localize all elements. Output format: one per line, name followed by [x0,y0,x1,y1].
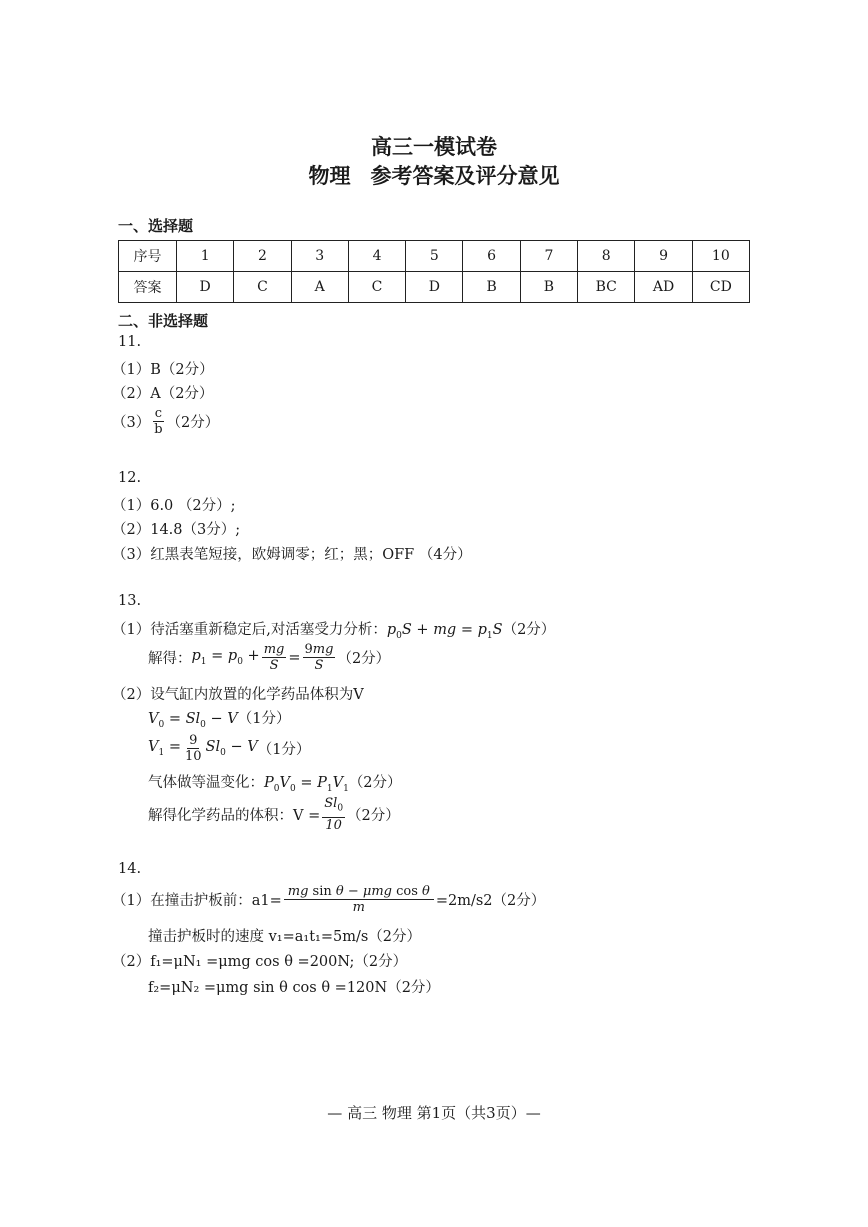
answer-line [148,771,402,794]
table-cell: 7 [520,241,577,272]
answer-line: （2）设气缸内放置的化学药品体积为V [112,687,364,703]
question-number: 14. [118,861,142,877]
solve-label: 解得： [148,651,192,667]
answer-line: （2）14.8（3分）; [112,522,241,538]
page-footer: — 高三 物理 第1页（共3页）— [327,1104,541,1122]
table-cell: CD [692,272,749,303]
table-cell: 2 [234,241,291,272]
fraction: $\frac{mg}{S}$ [263,642,285,673]
table-cell: 4 [348,241,405,272]
result-label: 解得化学药品的体积：V = [148,807,321,824]
table-cell: D [406,272,463,303]
table-cell: C [348,272,405,303]
section2-heading: 二、非选择题 [118,312,209,330]
score: （2分） [347,807,400,824]
answer-line: （1）B（2分） [112,362,214,378]
table-cell: 10 [692,241,749,272]
answer-line: $V_1$ = $\frac{9}{10}$ $Sl_0 - V$ （1分） [148,733,311,764]
table-cell: B [463,272,520,303]
table-cell: BC [578,272,635,303]
fraction: $\frac{9mg}{S}$ [304,642,334,673]
answer-line: （2）f₁=μN₁ =μmg cos θ =200N;（2分） [112,954,408,970]
table-cell: 9 [635,241,692,272]
table-cell: AD [635,272,692,303]
answer-line [112,618,555,641]
table-cell: A [291,272,348,303]
score: （2分） [166,415,220,431]
question-number: 12. [118,470,142,486]
equation: $V_0 = Sl_0 - V$ [148,711,238,730]
equation: $P_0V_0 = P_1V_1$ [264,775,349,794]
part-label: （1）在撞击护板前：a1= [112,893,282,909]
score: （1分） [257,742,311,758]
answer-line [148,796,400,833]
answer-line [112,406,219,437]
table-row-header: 答案 [119,272,177,303]
answer-line: （1）6.0 （2分）; [112,498,236,514]
table-row-answers [119,272,750,303]
equation: $V_1$ = [148,739,181,758]
fraction: $\frac{\text{mg sin θ − μmg cos θ}}{m}$ [284,884,434,915]
part-label: （3） [112,415,151,431]
denominator: b [154,422,163,437]
answer-line: f₂=μN₂ =μmg sin θ cos θ =120N（2分） [148,980,440,996]
subject-label: 物理 [308,164,351,188]
table-cell: B [520,272,577,303]
result: =2m/s2（2分） [435,893,546,909]
score: （2分） [337,651,391,667]
numerator: c [154,406,163,421]
fraction: $\frac{9}{10}$ [184,733,202,764]
table-cell: D [177,272,234,303]
table-row-header: 序号 [119,241,177,272]
question-number: 13. [118,593,142,609]
equation: $p_0S$ + mg = $p_1S$ [386,622,503,641]
table-cell: 1 [177,241,234,272]
equation: $p_1 = p_0$ + [191,648,260,667]
answer-line: （2）A（2分） [112,386,214,402]
part-text: （1）待活塞重新稳定后,对活塞受力分析： [112,622,387,638]
answer-line [148,707,291,730]
answer-line: 撞击护板时的速度 v₁=a₁t₁=5m/s（2分） [148,929,422,945]
table-row-numbers [119,241,750,272]
answer-line [112,884,545,915]
table-cell: 3 [291,241,348,272]
section1-heading: 一、选择题 [118,217,194,235]
score: （1分） [237,711,291,727]
iso-label: 气体做等温变化： [148,775,264,791]
subtitle-rest: 参考答案及评分意见 [370,164,560,188]
score: （2分） [502,622,556,638]
page-subtitle [0,160,868,190]
fraction [152,406,164,437]
answer-line: 解得： $p_1 = p_0$ + $\frac{mg}{S}$ = $\frac{9mg}{S}$ （2分） [148,642,391,673]
question-number: 11. [118,334,142,350]
table-cell: C [234,272,291,303]
answer-table [118,240,750,303]
score: （2分） [348,775,402,791]
table-cell: 5 [406,241,463,272]
fraction: $\frac{Sl_0}{10}$ [324,796,344,833]
table-cell: 8 [578,241,635,272]
table-cell: 6 [463,241,520,272]
page-title: 高三一模试卷 [371,135,497,159]
answer-line: （3）红黑表笔短接，欧姆调零；红；黑；OFF （4分） [112,547,472,563]
